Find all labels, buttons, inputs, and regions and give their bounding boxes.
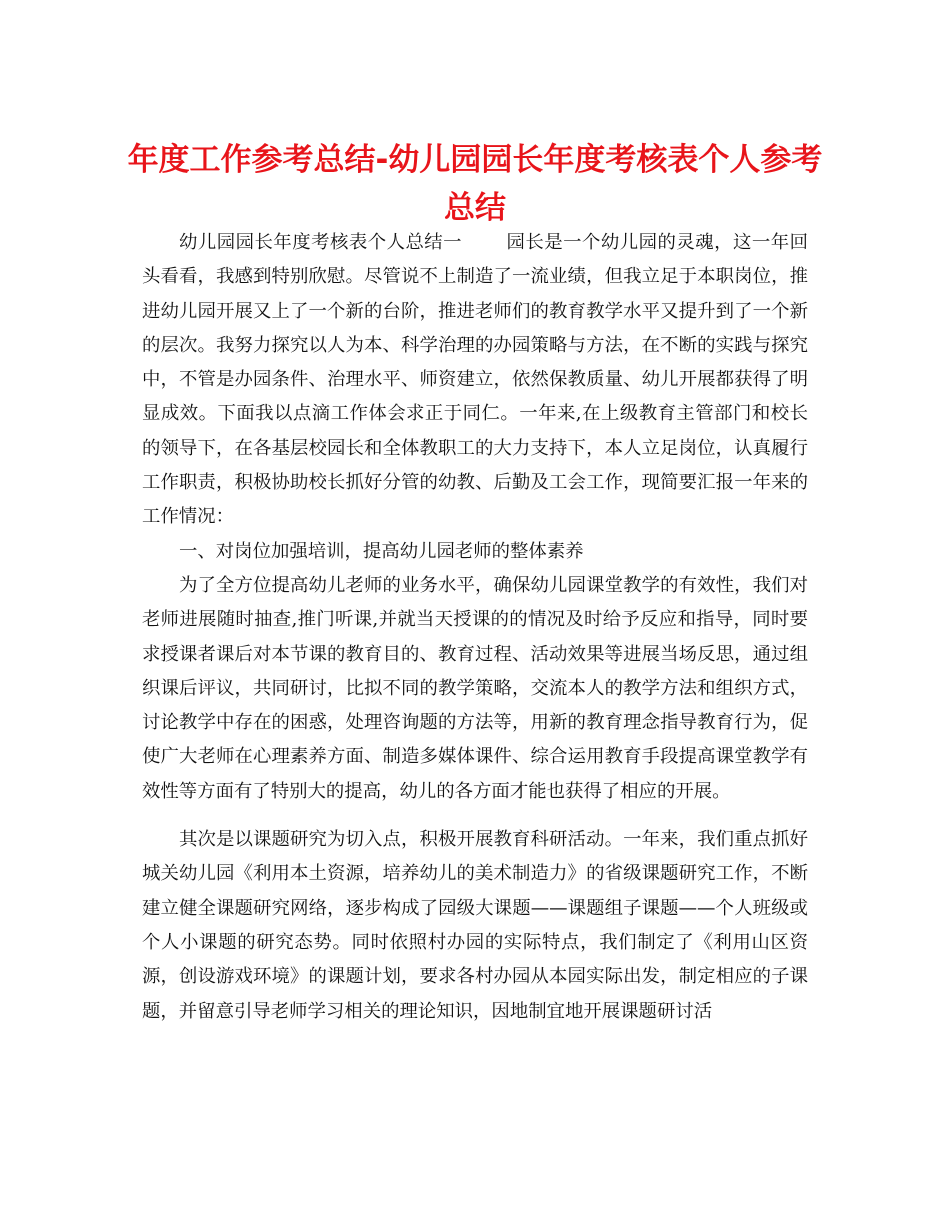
body-paragraph: 其次是以课题研究为切入点，积极开展教育科研活动。一年来，我们重点抓好城关幼儿园《利用本土资源，培养幼儿的美术制造力》的省级课题研究工作，不断建立健全课题研究网络，逐步构成了园级大课题——课题组子课题——个人班级或个人小课题的研究态势。同时依照村办园的实际特点，我们制定了《利用山区资源，创设游戏环境》的课题计划，要求各村办园从本园实际出发，制定相应的子课题，并留意引导老师学习相关的理论知识，因地制宜地开展课题研讨活: [142, 829, 808, 1022]
body-paragraph-intro: [142, 226, 808, 535]
document-body: [142, 226, 808, 1029]
paragraph-text: 园长是一个幼儿园的灵魂，这一年回头看看，我感到特别欣慰。尽管说不上制造了一流业绩，但我立足于本职岗位，推进幼儿园开展又上了一个新的台阶，推进老师们的教育教学水平又提升到了一个新的层次。我努力探究以人为本、科学治理的办园策略与方法，在不断的实践与探究中，不管是办园条件、治理水平、师资建立，依然保教质量、幼儿开展都获得了明显成效。下面我以点滴工作体会求正于同仁。一年来,在上级教育主管部门和校长的领导下，在各基层校园长和全体教职工的大力支持下，本人立足岗位，认真履行工作职责，积极协助校长抓好分管的幼教、后勤及工会工作，现简要汇报一年来的工作情况：: [142, 232, 808, 528]
document-title: 年度工作参考总结-幼儿园园长年度考核表个人参考总结: [127, 142, 823, 226]
intro-heading: 幼儿园园长年度考核表个人总结一: [179, 232, 463, 253]
body-paragraph-section-heading: 一、对岗位加强培训，提高幼儿园老师的整体素养: [179, 540, 584, 562]
body-paragraph: 为了全方位提高幼儿老师的业务水平，确保幼儿园课堂教学的有效性，我们对老师进展随时抽查,推门听课,并就当天授课的的情况及时给予反应和指导，同时要求授课者课后对本节课的教育目的、教育过程、活动效果等进展当场反思，通过组织课后评议，共同研讨，比拟不同的教学策略，交流本人的教学方法和组织方式，讨论教学中存在的困惑，处理咨询题的方法等，用新的教育理念指导教育行为，促使广大老师在心理素养方面、制造多媒体课件、综合运用教育手段提高课堂教学有效性等方面有了特别大的提高，幼儿的各方面才能也获得了相应的开展。: [142, 574, 808, 802]
